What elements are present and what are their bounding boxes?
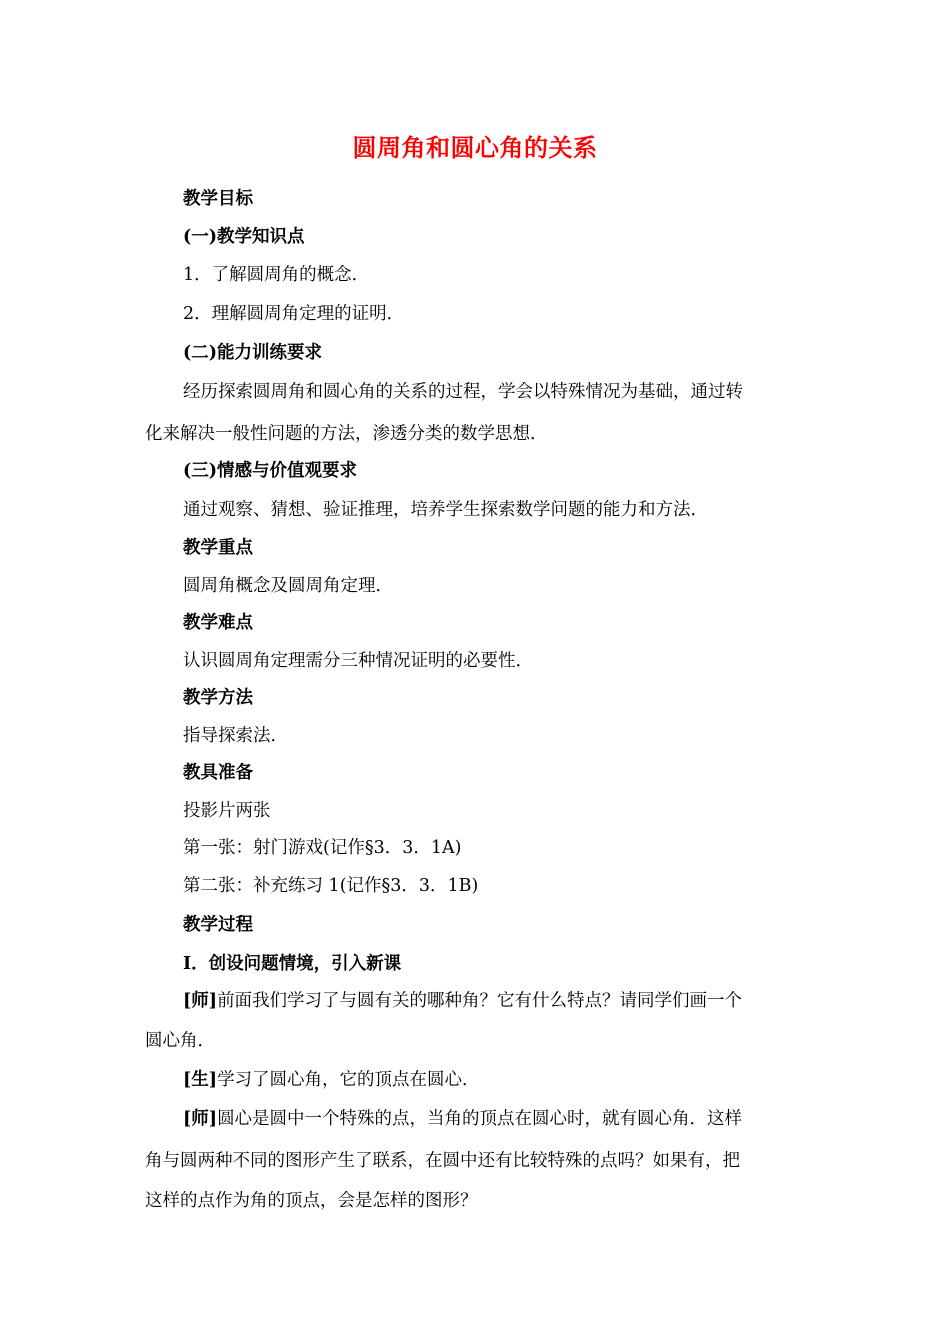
section-heading-key: 教学重点 — [183, 538, 253, 558]
teacher-tag: [师] — [183, 991, 218, 1011]
emotion-text: 通过观察、猜想、验证推理，培养学生探索数学问题的能力和方法． — [183, 500, 708, 520]
section-heading-goals: 教学目标 — [183, 189, 253, 209]
dialogue-teacher-2-line1 — [183, 1107, 742, 1131]
dialogue-student-1-line1 — [183, 1068, 480, 1092]
dialogue-teacher-2-line2: 角与圆两种不同的图形产生了联系，在圆中还有比较特殊的点吗？如果有，把 — [145, 1151, 740, 1171]
section-heading-ability: (二)能力训练要求 — [183, 343, 323, 363]
dialogue-teacher-2-line3: 这样的点作为角的顶点，会是怎样的图形？ — [145, 1191, 478, 1211]
section-heading-knowledge: (一)教学知识点 — [183, 227, 305, 247]
knowledge-item-1: 1．了解圆周角的概念． — [183, 265, 370, 285]
key-text: 圆周角概念及圆周角定理． — [183, 576, 393, 596]
section-heading-emotion: (三)情感与价值观要求 — [183, 461, 358, 481]
dialogue-teacher-1-line2: 圆心角． — [145, 1031, 215, 1051]
method-text: 指导探索法． — [183, 726, 288, 746]
dialogue-text: 圆心是圆中一个特殊的点，当角的顶点在圆心时，就有圆心角．这样 — [217, 1109, 743, 1129]
section-heading-tools: 教具准备 — [183, 763, 253, 783]
tools-item-1: 第一张：射门游戏(记作§3．3．1A) — [183, 838, 462, 858]
student-tag: [生] — [183, 1070, 218, 1090]
teacher-tag: [师] — [183, 1109, 218, 1129]
dialogue-text: 前面我们学习了与圆有关的哪种角？它有什么特点？请同学们画一个 — [217, 991, 743, 1011]
difficulty-text: 认识圆周角定理需分三种情况证明的必要性． — [183, 651, 533, 671]
ability-text-line2: 化来解决一般性问题的方法，渗透分类的数学思想． — [145, 424, 548, 444]
section-heading-process: 教学过程 — [183, 915, 253, 935]
dialogue-teacher-1-line1 — [183, 989, 742, 1013]
section-heading-difficulty: 教学难点 — [183, 613, 253, 633]
section-heading-stage1: Ⅰ．创设问题情境，引入新课 — [183, 954, 402, 974]
tools-item-2: 第二张：补充练习 1(记作§3．3．1B) — [183, 876, 479, 896]
ability-text-line1: 经历探索圆周角和圆心角的关系的过程，学会以特殊情况为基础，通过转 — [183, 382, 743, 402]
knowledge-item-2: 2．理解圆周角定理的证明． — [183, 304, 405, 324]
document-title: 圆周角和圆心角的关系 — [352, 133, 598, 162]
dialogue-text: 学习了圆心角，它的顶点在圆心． — [217, 1070, 480, 1090]
section-heading-method: 教学方法 — [183, 688, 253, 708]
tools-text: 投影片两张 — [183, 801, 271, 821]
